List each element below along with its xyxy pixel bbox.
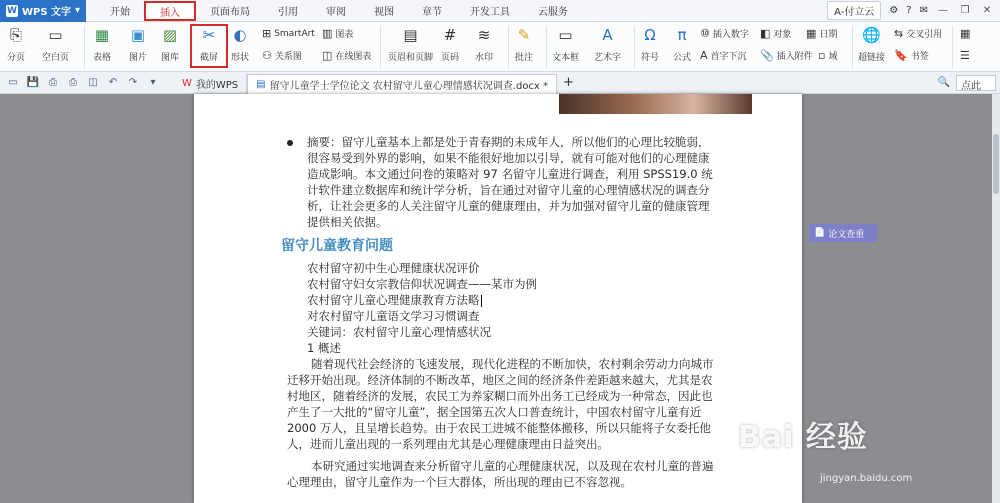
ribbon-extra-1[interactable] bbox=[960, 27, 970, 40]
watermark-url: jingyan.baidu.com bbox=[820, 473, 913, 484]
divider bbox=[634, 26, 635, 68]
divider bbox=[952, 26, 953, 68]
wps-logo-icon: W bbox=[6, 5, 17, 16]
number-icon: ⑩ bbox=[700, 27, 710, 40]
page-number-button[interactable]: # 页码 bbox=[440, 26, 459, 63]
field-icon: ▫ bbox=[818, 49, 826, 62]
user-account[interactable]: A-付立云 bbox=[827, 1, 881, 20]
smartart-icon: ⊞ bbox=[262, 27, 272, 40]
menu-bar bbox=[0, 0, 1000, 22]
bookmark-button[interactable]: 🔖 书签 bbox=[894, 49, 929, 62]
ribbon-toolbar bbox=[0, 22, 1000, 72]
print-icon[interactable]: ⎙ bbox=[69, 76, 77, 88]
search-input[interactable]: 点此 bbox=[956, 75, 996, 91]
online-chart-icon: ◫ bbox=[322, 49, 333, 62]
grid-icon: ▦ bbox=[960, 27, 971, 40]
textbox-button[interactable]: ▭ 文本框 bbox=[552, 26, 580, 63]
omega-icon: Ω bbox=[644, 26, 656, 44]
gallery-button[interactable]: ▨ 图库 bbox=[160, 26, 179, 63]
calendar-icon: ▦ bbox=[806, 27, 817, 40]
divider bbox=[508, 26, 509, 68]
scroll-thumb[interactable] bbox=[993, 134, 999, 194]
divider bbox=[380, 26, 381, 68]
tab-page-layout[interactable]: 页面布局 bbox=[210, 7, 250, 18]
tab-view[interactable]: 视图 bbox=[374, 7, 394, 18]
list-item: 对农村留守儿童语文学习习惯调查 bbox=[307, 309, 480, 323]
shapes-icon: ◐ bbox=[233, 26, 247, 44]
smartart-button[interactable]: ⊞ SmartArt bbox=[262, 27, 315, 40]
cross-ref-icon: ⇆ bbox=[894, 27, 904, 40]
search-icon[interactable]: 🔍 bbox=[937, 77, 950, 88]
embedded-photo[interactable] bbox=[559, 94, 752, 114]
tab-home[interactable]: 开始 bbox=[110, 7, 130, 18]
tab-bar bbox=[0, 72, 1000, 94]
tab-cloud[interactable]: 云服务 bbox=[538, 7, 568, 18]
save-icon[interactable]: 💾 bbox=[26, 76, 40, 88]
menubar-right bbox=[827, 1, 1000, 20]
tab-section[interactable]: 章节 bbox=[422, 7, 442, 18]
divider bbox=[546, 26, 547, 68]
mail-icon[interactable]: ✉ bbox=[919, 5, 928, 16]
tab-my-wps[interactable]: W 我的WPS bbox=[174, 74, 247, 94]
watermark-icon: ≋ bbox=[477, 26, 491, 44]
tab-review[interactable]: 审阅 bbox=[326, 7, 346, 18]
export-pdf-icon[interactable]: ⎙ bbox=[49, 76, 57, 88]
body-paragraph: 本研究通过实地调查来分析留守儿童的心理健康状况，以及现在农村儿童的普遍心理理由，留守儿童作为一个巨大群体，所出现的理由已不容忽视。 bbox=[287, 459, 714, 489]
bookmark-icon: 🔖 bbox=[894, 49, 908, 62]
object-button[interactable]: ◧ 对象 bbox=[760, 27, 792, 40]
list-item: 农村留守儿童心理健康教育方法略 bbox=[307, 293, 480, 307]
gallery-icon: ▨ bbox=[162, 26, 178, 44]
cross-ref-button[interactable]: ⇆ 交叉引用 bbox=[894, 27, 943, 40]
chevron-down-icon: ▾ bbox=[75, 5, 81, 16]
text-cursor bbox=[481, 295, 482, 307]
dropcap-icon: A bbox=[700, 49, 708, 62]
page-number-icon: # bbox=[443, 26, 457, 44]
new-tab-button[interactable]: + bbox=[563, 75, 574, 90]
divider bbox=[84, 26, 85, 68]
tabbar-right bbox=[938, 75, 1000, 91]
formula-button[interactable]: π 公式 bbox=[672, 26, 691, 63]
app-menu-button[interactable] bbox=[0, 0, 86, 22]
tab-insert[interactable]: 插入 bbox=[144, 1, 196, 21]
insert-number-button[interactable]: ⑩ 插入数字 bbox=[700, 27, 749, 40]
restore-icon[interactable]: ❐ bbox=[960, 5, 970, 16]
shapes-button[interactable]: ◐ 形状 bbox=[230, 26, 249, 63]
preview-icon[interactable]: ◫ bbox=[88, 76, 98, 88]
close-icon[interactable]: ✕ bbox=[982, 5, 992, 16]
document-check-icon: 📄 bbox=[814, 228, 826, 238]
help-icon[interactable]: ? bbox=[906, 5, 912, 16]
dropcap-button[interactable]: A 首字下沉 bbox=[700, 49, 747, 62]
new-doc-icon[interactable]: ▭ bbox=[8, 76, 18, 88]
list-item: 农村留守初中生心理健康状况评价 bbox=[307, 261, 480, 275]
hyperlink-button[interactable]: 🌐 超链接 bbox=[858, 26, 886, 63]
redo-icon[interactable]: ↷ bbox=[128, 76, 138, 88]
picture-button[interactable]: ▣ 图片 bbox=[128, 26, 147, 63]
tab-developer[interactable]: 开发工具 bbox=[470, 7, 510, 18]
divider bbox=[852, 26, 853, 68]
abstract-paragraph: 摘要：留守儿童基本上都是处于青春期的未成年人，所以他们的心理比较脆弱，很容易受到外界的影响，如果不能很好地加以引导，就有可能对他们的心理健康造成影响。本文通过问卷的策略对 97 名留守儿童进行调查，利用 SPSS19.0 统计软件建立数据库和统计学分析，旨在通过对留守儿童的心理情感状况的调查分析，让社会更多的人关注留守儿童的健康理由，并为加强对留守儿童的健康管理提供相关依据。 bbox=[287, 134, 717, 230]
plagiarism-check-button[interactable]: 📄 论文查重 bbox=[809, 224, 877, 242]
body-paragraph: 随着现代社会经济的飞速发展，现代化进程的不断加快，农村剩余劳动力向城市迁移开始出现。经济体制的不断改革，地区之间的经济条件差距越来越大，尤其是农村地区，随着经济的发展，农民工为养家糊口而外出务工已经成为一种常态，因此也产生了一大批的“留守儿童”，据全国第五次人口普查统计，中国农村留守儿童有近 2000 万人，且呈增长趋势。由于农民工进城不能整体搬移，所以只能将子女委托他人，进而儿童出现的一系列理由尤其是心理健康理由日益突出。 bbox=[287, 357, 714, 451]
settings-icon[interactable]: ⚙ bbox=[889, 5, 899, 16]
comment-icon: ✎ bbox=[517, 26, 531, 44]
table-icon: ▦ bbox=[94, 26, 110, 44]
picture-icon: ▣ bbox=[130, 26, 146, 44]
tab-references[interactable]: 引用 bbox=[278, 7, 298, 18]
chart-button[interactable]: ▥ 图表 bbox=[322, 27, 354, 40]
undo-icon[interactable]: ↶ bbox=[108, 76, 118, 88]
bullet-icon bbox=[287, 140, 293, 146]
textbox-icon: ▭ bbox=[558, 26, 573, 44]
ribbon-extra-2[interactable] bbox=[960, 49, 970, 62]
header-footer-icon: ▤ bbox=[403, 26, 418, 44]
document-page[interactable] bbox=[194, 94, 802, 503]
page-break-button[interactable]: ⎘ 分页 bbox=[6, 26, 25, 63]
list-item: 农村留守妇女宗教信仰状况调查——某市为例 bbox=[307, 277, 537, 291]
list-item: 关键词：农村留守儿童心理情感状况 bbox=[307, 325, 491, 339]
pi-icon: π bbox=[677, 26, 687, 44]
online-chart-button[interactable]: ◫ 在线图表 bbox=[322, 49, 372, 62]
wps-home-icon: W bbox=[182, 78, 192, 89]
blank-page-button[interactable]: ▭ 空白页 bbox=[42, 26, 70, 63]
blank-page-icon: ▭ bbox=[48, 26, 63, 44]
relation-chart-icon: ⚇ bbox=[262, 49, 272, 62]
vertical-scrollbar[interactable] bbox=[992, 94, 1000, 503]
document-icon: ▤ bbox=[256, 78, 266, 90]
list-icon: ☰ bbox=[960, 49, 970, 62]
page-break-icon: ⎘ bbox=[9, 26, 22, 44]
comment-button[interactable]: ✎ 批注 bbox=[514, 26, 533, 63]
screenshot-button[interactable]: ✂ 截屏 bbox=[190, 24, 228, 68]
app-title: WPS 文字 bbox=[21, 7, 71, 18]
globe-icon: 🌐 bbox=[862, 26, 881, 44]
object-icon: ◧ bbox=[760, 27, 771, 40]
document-content[interactable] bbox=[281, 134, 717, 490]
wordart-icon: A bbox=[602, 26, 613, 44]
watermark-button[interactable]: ≋ 水印 bbox=[474, 26, 493, 63]
relation-chart-button[interactable]: ⚇ 关系图 bbox=[262, 49, 302, 62]
symbol-button[interactable]: Ω 符号 bbox=[640, 26, 659, 63]
tab-document[interactable]: ▤ 留守儿童学士学位论文 农村留守儿童心理情感状况调查.docx * bbox=[247, 74, 557, 94]
baidu-watermark-logo: Bai 经验 bbox=[738, 420, 868, 455]
scissors-icon: ✂ bbox=[202, 26, 216, 44]
wordart-button[interactable]: A 艺术字 bbox=[594, 26, 622, 63]
list-item: 1 概述 bbox=[307, 341, 341, 355]
date-button[interactable]: ▦ 日期 bbox=[806, 27, 838, 40]
attachment-icon: 📎 bbox=[760, 49, 774, 62]
section-heading: 留守儿童教育问题 bbox=[281, 238, 393, 254]
chart-icon: ▥ bbox=[322, 27, 333, 40]
more-icon[interactable]: ▾ bbox=[150, 76, 156, 88]
table-button[interactable]: ▦ 表格 bbox=[92, 26, 111, 63]
minimize-icon[interactable]: — bbox=[938, 5, 948, 16]
header-footer-button[interactable]: ▤ 页眉和页脚 bbox=[388, 26, 434, 63]
field-button[interactable]: ▫ 域 bbox=[818, 49, 838, 62]
attachment-button[interactable]: 📎 插入附件 bbox=[760, 49, 813, 62]
